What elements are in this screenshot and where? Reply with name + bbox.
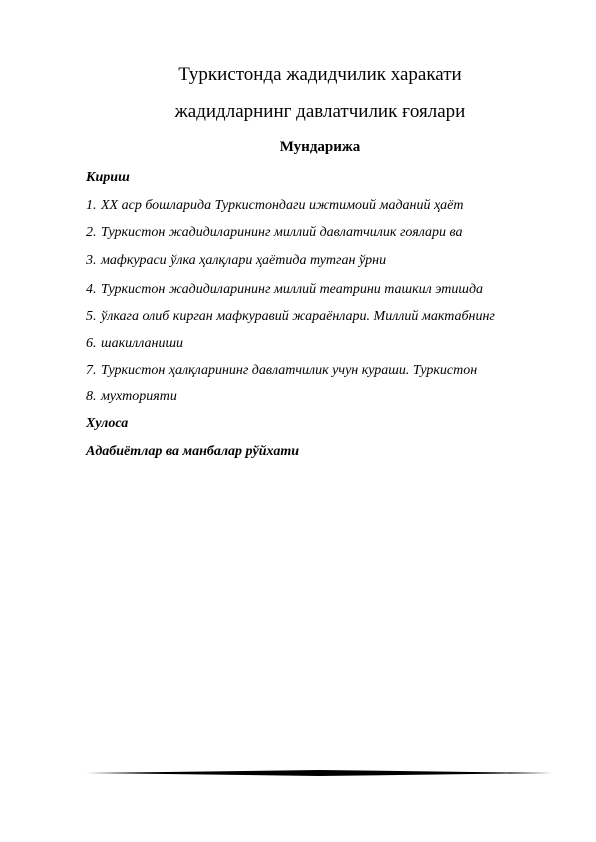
- toc-references: Адабиётлар ва манбалар рўйхати: [86, 444, 300, 459]
- toc-item-number: 8.: [86, 389, 97, 404]
- toc-item-number: 6.: [86, 336, 97, 351]
- toc-item-number: 7.: [86, 363, 97, 378]
- toc-conclusion: Хулоса: [86, 416, 129, 431]
- title-line-2: жадидларнинг давлатчилик ғоялари: [174, 101, 466, 122]
- toc-item-text: мафкураси ўлка ҳалқлари ҳаётида тутган ўрни: [101, 253, 387, 268]
- toc-item-number: 4.: [86, 282, 97, 297]
- toc-item-number: 5.: [86, 309, 97, 324]
- toc-item-8: [86, 389, 177, 405]
- toc-item-6: [86, 336, 183, 352]
- toc-item-number: 2.: [86, 225, 97, 240]
- toc-item-text: шакилланиши: [101, 336, 184, 351]
- toc-item-text: Туркистон жадидиларининг миллий театрини ташкил этишда: [101, 282, 484, 297]
- toc-item-text: XX аср бошларида Туркистондаги ижтимоий маданий ҳаёт: [101, 198, 464, 213]
- toc-heading: Мундарижа: [279, 139, 361, 155]
- toc-item-text: Туркистон жадидиларининг миллий давлатчилик гоялари ва: [101, 225, 463, 240]
- toc-intro: Кириш: [86, 170, 130, 185]
- toc-item-2: [86, 225, 463, 241]
- toc-item-text: мухторияти: [101, 389, 177, 404]
- toc-item-7: [86, 363, 477, 379]
- toc-item-text: Туркистон ҳалқларининг давлатчилик учун кураши. Туркистон: [101, 363, 478, 378]
- toc-item-number: 3.: [86, 253, 97, 268]
- toc-item-5: [86, 309, 495, 325]
- toc-item-number: 1.: [86, 198, 97, 213]
- toc-item-1: [86, 198, 464, 214]
- title-line-1: Туркистонда жадидчилик харакати: [178, 64, 462, 85]
- toc-item-3: [86, 253, 386, 269]
- footer-divider: [86, 770, 552, 776]
- toc-item-text: ўлкага олиб кирган мафкуравий жараёнлари. Миллий мактабнинг: [101, 309, 495, 324]
- toc-item-4: [86, 282, 483, 298]
